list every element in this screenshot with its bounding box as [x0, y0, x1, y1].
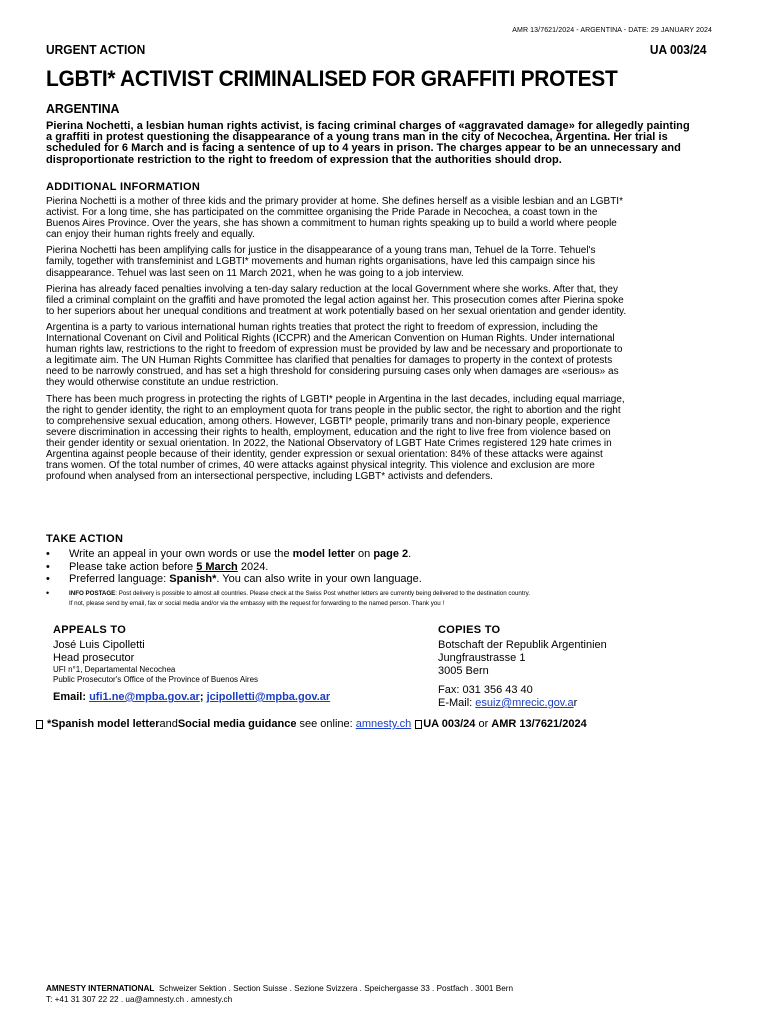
list-item — [46, 573, 422, 586]
page-title: LGBTI* ACTIVIST CRIMINALISED FOR GRAFFITI PROTEST — [46, 66, 618, 91]
text-line: to her superiors about her unequal conditions and treatment at work potentially based on her sexual orientation and gender identity. — [46, 305, 627, 317]
text-line: human rights law, restrictions to the right to freedom of expression must be provided by law and be necessary and proportionate to — [46, 344, 623, 356]
document-icon — [415, 720, 422, 729]
appeals-heading: APPEALS TO — [53, 624, 127, 636]
postage-label: INFO POSTAGE — [69, 590, 116, 597]
text: Please take action before — [69, 560, 197, 573]
email-link[interactable]: esuiz@mrecic.gov.a — [475, 697, 574, 709]
country-heading: ARGENTINA — [46, 101, 120, 116]
text-line: they would otherwise constitute an undue restriction. — [46, 377, 279, 389]
paragraph — [46, 394, 736, 483]
text: r — [573, 697, 578, 709]
embassy-fax: Fax: 031 356 43 40 — [438, 684, 533, 696]
text-line: severe discrimination in accessing their rights to health, employment, education and the right to live free from violence based on — [46, 426, 611, 438]
deadline-date: 5 March — [196, 560, 238, 573]
text-line: disappearance. Tehuel was last seen on 11 March 2021, when he was going to a job interview. — [46, 267, 464, 279]
text-line: International Covenant on Civil and Political Rights (ICCPR) and the American Convention on Human Rights. Under international — [46, 333, 615, 345]
lead-line: a graffiti in protest questioning the disappearance of a young trans man in the city of Necochea, Argentina. Her trial is — [46, 131, 668, 144]
take-action-list — [46, 548, 422, 586]
urgent-action-label: URGENT ACTION — [46, 42, 146, 57]
appeals-block — [53, 624, 413, 704]
list-item — [46, 561, 422, 574]
recipient-role: Head prosecutor — [53, 652, 135, 664]
text: and — [159, 718, 178, 730]
recipient-office: UFI n°1, Departamental Necochea — [53, 665, 176, 674]
text-line: the right to gender identity, the right to an employment quota for trans people in the public sector, the right to abortion and the right — [46, 404, 621, 416]
lead-line: disproportionate restriction to the right to freedom of expression that the authorities should drop. — [46, 153, 562, 166]
lead-line: scheduled for 6 March and is facing a sentence of up to 4 years in prison. The charges appear to be an unnecessary and — [46, 142, 681, 155]
copies-heading: COPIES TO — [438, 624, 501, 636]
bullet: • — [46, 588, 50, 598]
bullet: • — [46, 560, 50, 573]
embassy-city: 3005 Bern — [438, 665, 489, 677]
take-action-heading: TAKE ACTION — [46, 533, 124, 545]
social-media-label: Social media guidance — [177, 718, 297, 730]
org-name: AMNESTY INTERNATIONAL — [46, 984, 155, 993]
lead-summary — [46, 121, 726, 166]
document-icon — [36, 720, 43, 729]
text-line: Pierina Nochetti has been amplifying calls for justice in the disappearance of a young trans man, Tehuel de la Torre. Tehuel's — [46, 245, 596, 257]
embassy-email-line — [438, 697, 738, 710]
text-line: filed a criminal complaint on the graffiti and have promoted the legal action against her. This prosecution comes after Pierina spoke — [46, 294, 624, 306]
text-line: trans women. Of the total number of crimes, 40 were attacks against physical integrity. This violence and exclusion are more — [46, 460, 595, 472]
text-line: Buenos Aires Province. Over the years, she has shown a commitment to human rights speaking up to build a world where people — [46, 218, 617, 230]
ua-ref: UA 003/24 — [423, 718, 476, 730]
text: 2024. — [237, 560, 269, 573]
text: or — [475, 718, 492, 730]
text-line: activist. For a long time, she has participated on the committee organising the Pride Parade in Necochea, a coast town in the — [46, 207, 598, 219]
preferred-language: Spanish* — [169, 573, 217, 585]
recipient-email-line — [53, 691, 413, 704]
text-line: their gender identity or sexual orientation. In 2022, the National Observatory of LGBT Hate Crimes registered 129 hate crimes in — [46, 437, 612, 449]
ua-number: UA 003/24 — [649, 42, 707, 57]
email-link[interactable]: jcipolletti@mpba.gov.ar — [206, 691, 331, 703]
text: Preferred language: — [69, 573, 170, 585]
text-line: Pierina Nochetti is a mother of three kids and the primary provider at home. She defines herself as a visible lesbian and an LGBTI* — [46, 196, 623, 207]
separator: ; — [199, 691, 207, 703]
text: . You can also write in your own language. — [216, 573, 422, 585]
email-link[interactable]: ufi1.ne@mpba.gov.ar — [89, 691, 200, 703]
text-line: family, together with transfeminist and LGBTI* movements and human rights organisations, have led this campaign since his — [46, 256, 595, 268]
embassy-name: Botschaft der Republik Argentinien — [438, 639, 607, 651]
page-ref: page 2 — [373, 548, 409, 560]
header-line — [46, 42, 707, 57]
paragraph — [46, 245, 736, 278]
paragraph — [46, 284, 736, 317]
recipient-name: José Luis Cipolletti — [53, 639, 145, 651]
email-label: E-Mail: — [438, 697, 476, 709]
copies-block — [438, 624, 738, 710]
text-line: a legitimate aim. The UN Human Rights Committee has clarified that penalties for damages to property in the context of protests — [46, 355, 613, 367]
online-resources — [36, 718, 587, 730]
text: see online: — [296, 718, 356, 730]
postage-info — [46, 589, 530, 608]
postage-text: If not, please send by email, fax or social media and/or via the embassy with the request for forwarding to the named person. Thank you ! — [69, 599, 445, 607]
additional-info-body — [46, 196, 736, 487]
lead-line: Pierina Nochetti, a lesbian human rights activist, is facing criminal charges of «aggravated damage» for allegedly painting — [46, 120, 690, 132]
text: on — [354, 548, 374, 560]
text-line: Argentina is a party to various international human rights treaties that protect the right to freedom of expression, including the — [46, 321, 598, 333]
footer-contact: T: +41 31 307 22 22 . ua@amnesty.ch . amnesty.ch — [46, 995, 233, 1004]
list-item — [46, 548, 422, 561]
text-line: There has been much progress in protecting the rights of LGBTI* people in Argentina in the last decades, including equal marriage, — [46, 393, 625, 405]
bullet: • — [46, 548, 50, 560]
text: . — [408, 548, 412, 560]
paragraph — [46, 322, 736, 389]
email-label: Email: — [53, 691, 90, 703]
text-line: Pierina has already faced penalties involving a ten-day salary reduction at the local Government where she works. After that, they — [46, 283, 618, 295]
text: Write an appeal in your own words or use the — [69, 548, 293, 560]
bullet: • — [46, 573, 50, 585]
text-line: profound when analysed from an intersectional perspective, including LGBT* activists and defenders. — [46, 471, 493, 483]
amr-ref: AMR 13/7621/2024 — [491, 718, 587, 730]
footer-address: Schweizer Sektion . Section Suisse . Sezione Svizzera . Speichergasse 33 . Postfach . 3001 Bern — [154, 984, 514, 993]
text-line: can enjoy their human rights freely and equally. — [46, 229, 255, 241]
text-line: to comprehensive sexual education, among others. However, LGBTI* people, primarily trans and non-binary people, experience — [46, 415, 611, 427]
model-letter-ref: model letter — [292, 548, 355, 560]
text-line: need to be narrowly construed, and has set a high threshold for considering pursuing cases only when damages are «serious» as — [46, 366, 619, 378]
amnesty-link[interactable]: amnesty.ch — [355, 718, 412, 730]
footer — [46, 983, 513, 1005]
postage-text: : Post delivery is possible to almost all countries. Please check at the Swiss Post whether letters are currently being delivered to the destination country. — [115, 590, 530, 597]
recipient-office: Public Prosecutor's Office of the Province of Buenos Aires — [53, 675, 259, 684]
document-meta: AMR 13/7621/2024 - ARGENTINA - DATE: 29 JANUARY 2024 — [512, 27, 712, 34]
text-line: Argentina against people because of their identity, gender expression or sexual orientation: 84% of these attacks were against — [46, 448, 603, 460]
additional-info-heading: ADDITIONAL INFORMATION — [46, 181, 201, 193]
embassy-street: Jungfraustrasse 1 — [438, 652, 526, 664]
paragraph — [46, 196, 736, 240]
model-letter-label: *Spanish model letter — [47, 718, 160, 730]
